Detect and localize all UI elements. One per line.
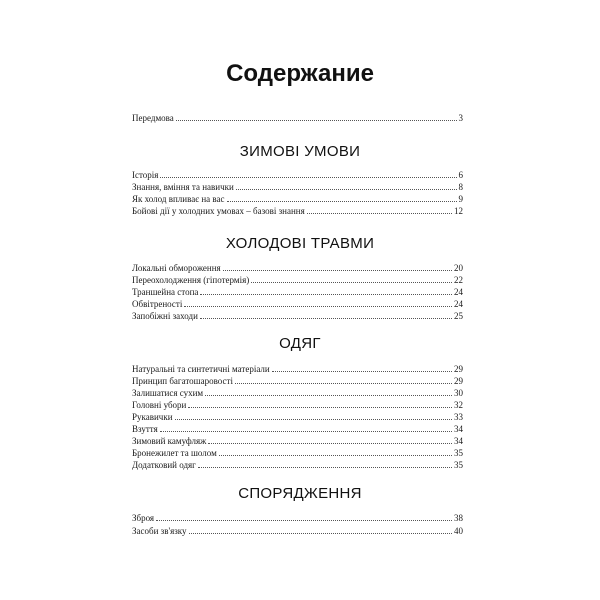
dot-leader	[188, 406, 452, 408]
toc-entry-page: 12	[454, 206, 463, 216]
toc-entry-label: Залишатися сухим	[132, 388, 204, 398]
toc-entry-page: 35	[454, 460, 463, 470]
toc-entry	[132, 411, 463, 423]
toc-entry	[132, 387, 463, 399]
toc-entry	[132, 286, 463, 298]
toc-entry-page: 29	[454, 364, 463, 374]
section-heading: ОДЯГ	[279, 335, 321, 352]
dot-leader	[219, 454, 452, 456]
toc-entry-page: 24	[454, 287, 463, 297]
toc-entry-page: 30	[454, 388, 463, 398]
toc-entry-page: 24	[454, 299, 463, 309]
toc-entry-page: 38	[454, 513, 463, 523]
section-heading: ХОЛОДОВІ ТРАВМИ	[225, 235, 375, 252]
toc-entry-page: 34	[454, 436, 463, 446]
dot-leader	[189, 532, 452, 534]
toc-entry	[132, 447, 463, 459]
toc-entry	[132, 423, 463, 435]
dot-leader	[184, 305, 452, 307]
toc-entry-label: Принцип багатошаровості	[132, 376, 233, 386]
dot-leader	[307, 212, 452, 214]
toc-entry-page: 3	[458, 113, 463, 123]
dot-leader	[200, 317, 452, 319]
dot-leader	[198, 466, 452, 468]
toc-entry	[132, 525, 463, 537]
dot-leader	[160, 430, 452, 432]
toc-entry-page: 35	[454, 448, 463, 458]
dot-leader	[251, 281, 452, 283]
toc-entry-page: 20	[454, 263, 463, 273]
toc-entry-label: Рукавички	[132, 412, 173, 422]
dot-leader	[223, 269, 452, 271]
dot-leader	[235, 382, 452, 384]
toc-entry-label: Переохолодження (гіпотермія)	[132, 275, 250, 285]
toc-entry	[132, 459, 463, 471]
toc-entry-label: Бронежилет та шолом	[132, 448, 217, 458]
toc-entry-page: 22	[454, 275, 463, 285]
dot-leader	[160, 176, 456, 178]
toc-entry	[132, 375, 463, 387]
dot-leader	[227, 200, 457, 202]
toc-entry-page: 6	[458, 170, 463, 180]
toc-entry-page: 34	[454, 424, 463, 434]
toc-entry-label: Натуральні та синтетичні матеріали	[132, 364, 270, 374]
page-title: Содержание	[226, 60, 374, 87]
toc-entry-page: 33	[454, 412, 463, 422]
toc-entry-page: 9	[458, 194, 463, 204]
section-heading: ЗИМОВІ УМОВИ	[239, 143, 361, 160]
toc-entry	[132, 262, 463, 274]
toc-entry-label: Передмова	[132, 113, 174, 123]
toc-entry-label: Траншейна стопа	[132, 287, 199, 297]
toc-entry	[132, 205, 463, 217]
dot-leader	[272, 370, 452, 372]
toc-entry-label: Обвітреності	[132, 299, 183, 309]
toc-entry	[132, 181, 463, 193]
toc-entry-label: Взуття	[132, 424, 158, 434]
toc-entry-label: Бойові дії у холодних умовах – базові знання	[132, 206, 305, 216]
toc-entry-label: Засоби зв'язку	[132, 526, 187, 536]
toc-entry	[132, 310, 463, 322]
toc-entry	[132, 512, 463, 524]
toc-entry	[132, 399, 463, 411]
toc-entry-label: Запобіжні заходи	[132, 311, 198, 321]
toc-entry	[132, 363, 463, 375]
dot-leader	[156, 519, 452, 521]
toc-entry-intro	[132, 112, 463, 124]
toc-entry-label: Головні убори	[132, 400, 187, 410]
toc-entry-label: Додатковий одяг	[132, 460, 196, 470]
toc-entry-page: 40	[454, 526, 463, 536]
dot-leader	[176, 119, 457, 121]
toc-entry-label: Як холод впливає на вас	[132, 194, 225, 204]
toc-entry	[132, 435, 463, 447]
dot-leader	[200, 293, 452, 295]
toc-entry	[132, 298, 463, 310]
section-heading: СПОРЯДЖЕННЯ	[238, 485, 362, 502]
dot-leader	[208, 442, 452, 444]
toc-entry-label: Зброя	[132, 513, 155, 523]
toc-entry	[132, 169, 463, 181]
toc-entry-page: 32	[454, 400, 463, 410]
toc-entry-label: Історія	[132, 170, 159, 180]
toc-entry-page: 25	[454, 311, 463, 321]
toc-entry-page: 8	[458, 182, 463, 192]
toc-entry-label: Знання, вміння та навички	[132, 182, 234, 192]
toc-entry-page: 29	[454, 376, 463, 386]
dot-leader	[175, 418, 452, 420]
toc-entry	[132, 274, 463, 286]
toc-entry-label: Зимовий камуфляж	[132, 436, 207, 446]
dot-leader	[236, 188, 457, 190]
toc-entry-label: Локальні обмороження	[132, 263, 221, 273]
dot-leader	[205, 394, 452, 396]
toc-entry	[132, 193, 463, 205]
